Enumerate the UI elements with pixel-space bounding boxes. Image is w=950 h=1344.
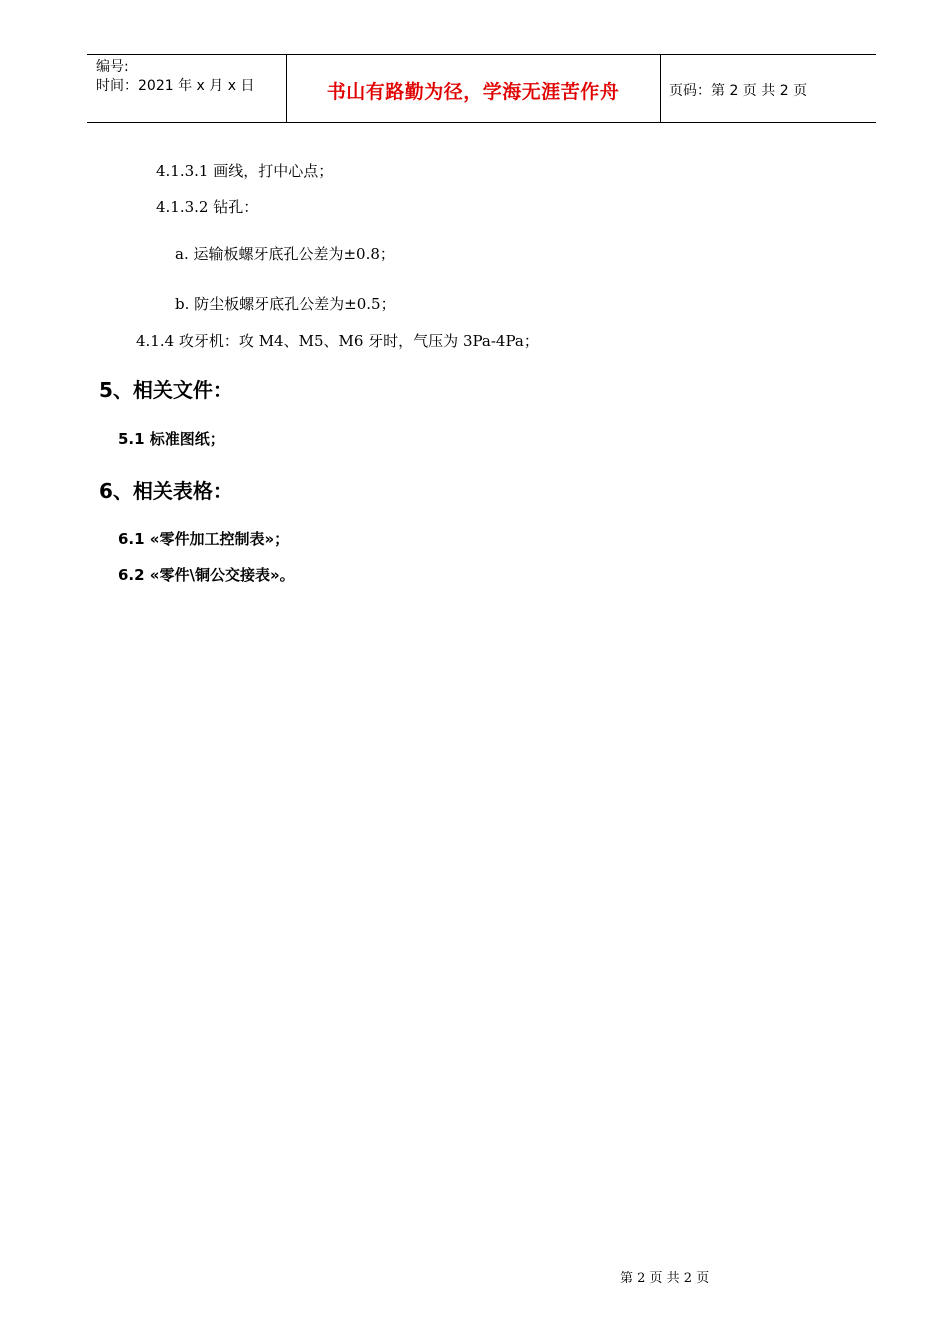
header-bottom-rule bbox=[87, 122, 876, 123]
section-5-1: 5.1 标准图纸； bbox=[118, 430, 225, 448]
section-5-heading: 5、相关文件： bbox=[99, 378, 233, 402]
header-motto: 书山有路勤为径，学海无涯苦作舟 bbox=[326, 80, 620, 103]
header-divider-right bbox=[660, 54, 661, 122]
step-4-1-3-1: 4.1.3.1 画线，打中心点； bbox=[156, 162, 334, 180]
section-6-1: 6.1 «零件加工控制表»； bbox=[118, 530, 290, 548]
document-number-label: 编号: bbox=[96, 59, 129, 75]
footer-page-number: 第 2 页 共 2 页 bbox=[620, 1271, 710, 1286]
section-6-heading: 6、相关表格： bbox=[99, 479, 233, 503]
list-item-a: a. 运输板螺牙底孔公差为±0.8； bbox=[175, 245, 395, 263]
header-page-number: 页码：第 2 页 共 2 页 bbox=[669, 83, 808, 99]
step-4-1-4: 4.1.4 攻牙机：攻 M4、M5、M6 牙时，气压为 3Pa-4Pa； bbox=[136, 332, 539, 350]
list-item-b: b. 防尘板螺牙底孔公差为±0.5； bbox=[175, 295, 396, 313]
header-info-cell bbox=[96, 58, 254, 96]
section-6-2: 6.2 «零件\铜公交接表»。 bbox=[118, 566, 295, 584]
document-time-label: 时间：2021 年 x 月 x 日 bbox=[96, 78, 255, 94]
step-4-1-3-2: 4.1.3.2 钻孔： bbox=[156, 198, 259, 216]
